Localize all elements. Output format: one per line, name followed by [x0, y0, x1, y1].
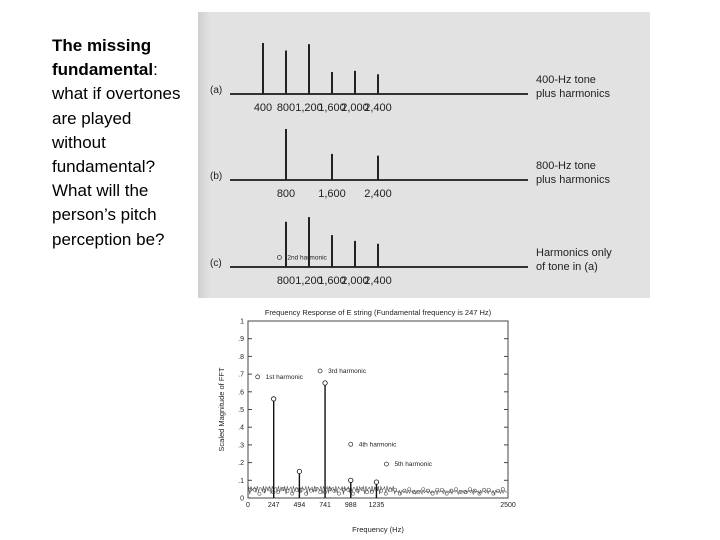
plot-frame	[248, 321, 508, 498]
noise-sample-marker	[351, 492, 354, 495]
row-caption: Harmonics only	[536, 247, 612, 259]
y-axis-label: Scaled Magnitude of FFT	[217, 367, 226, 452]
peak-marker	[323, 381, 327, 385]
frequency-tick-label: 1,200	[295, 275, 323, 287]
x-tick-label: 0	[246, 502, 250, 509]
frequency-tick-label: 2,400	[364, 102, 392, 114]
annotation-label: 2nd harmonic	[287, 254, 327, 262]
frequency-tick-label: 1,200	[295, 102, 323, 114]
x-axis-label: Frequency (Hz)	[352, 525, 404, 534]
noise-sample-marker	[445, 492, 448, 495]
y-tick-label: .7	[238, 371, 244, 379]
y-tick-label: .6	[238, 389, 244, 397]
frequency-tick-label: 2,400	[364, 188, 392, 200]
row-caption: 800-Hz tone	[536, 160, 596, 172]
frequency-tick-label: 800	[276, 188, 296, 200]
frequency-tick-label: 2,400	[364, 275, 392, 287]
x-tick-label: 988	[344, 502, 357, 509]
annotation-label: 4th harmonic	[358, 441, 397, 449]
row-caption: 400-Hz tone	[536, 74, 596, 86]
y-tick-label: .8	[238, 353, 244, 361]
question-colon: :	[153, 60, 158, 80]
x-tick-label: 494	[293, 502, 306, 509]
noise-sample-marker	[468, 488, 471, 491]
noise-sample-marker	[408, 488, 411, 491]
frequency-tick-label: 800	[276, 275, 296, 287]
frequency-tick-label: 800	[276, 102, 296, 114]
x-tick-label: 247	[267, 502, 280, 509]
peak-marker	[374, 480, 378, 484]
noise-sample-marker	[337, 492, 340, 495]
question-bold: The missing fundamental	[52, 36, 154, 80]
frequency-tick-label: 1,600	[318, 275, 346, 287]
annotation-marker	[256, 375, 260, 379]
row-caption: plus harmonics	[536, 88, 610, 100]
frequency-tick-label: 2,000	[341, 275, 369, 287]
y-tick-label: .5	[238, 407, 244, 414]
noise-sample-marker	[501, 488, 504, 491]
peak-marker	[297, 469, 301, 473]
annotation-marker	[384, 462, 388, 466]
noise-sample-marker	[436, 488, 439, 491]
y-tick-label: .2	[238, 460, 244, 468]
harmonics-figure-svg	[198, 12, 650, 298]
noise-sample-marker	[347, 488, 350, 491]
noise-sample-marker	[319, 490, 322, 493]
annotation-label: 3rd harmonic	[328, 367, 367, 375]
question-text	[52, 34, 182, 252]
chart-title: Frequency Response of E string (Fundamental frequency is 247 Hz)	[264, 308, 492, 317]
frequency-tick-label: 1,600	[318, 188, 346, 200]
peak-marker	[349, 478, 353, 482]
harmonics-figure	[198, 12, 650, 298]
y-tick-label: .3	[238, 442, 244, 450]
noise-sample-marker	[431, 492, 434, 495]
annotation-label: 5th harmonic	[394, 461, 433, 469]
x-tick-label: 741	[319, 502, 331, 509]
noise-sample-marker	[328, 488, 331, 491]
peak-marker	[271, 397, 275, 401]
annotation-marker	[349, 442, 353, 446]
x-tick-label: 1235	[368, 502, 385, 509]
y-tick-label: .9	[238, 336, 244, 344]
noise-sample-marker	[487, 488, 490, 491]
row-label: (a)	[210, 85, 223, 96]
row-label: (b)	[210, 171, 223, 182]
y-tick-label: .1	[238, 477, 244, 485]
noise-sample-marker	[454, 488, 457, 491]
row-label: (c)	[210, 258, 222, 269]
noise-sample-marker	[258, 492, 261, 495]
question-rest: what if overtones are played without fundamental? What will the person’s pitch perception be?	[52, 84, 181, 249]
y-tick-label: 0	[240, 495, 244, 503]
annotation-marker	[318, 369, 322, 373]
x-tick-label: 2500	[500, 502, 516, 509]
frequency-tick-label: 400	[253, 102, 273, 114]
y-tick-label: 1	[240, 318, 244, 326]
annotation-label: 1st harmonic	[265, 373, 303, 381]
noise-sample-marker	[253, 488, 256, 491]
frequency-tick-label: 2,000	[341, 102, 369, 114]
y-tick-label: .4	[238, 424, 244, 432]
row-caption: plus harmonics	[536, 174, 610, 186]
row-caption: of tone in (a)	[536, 261, 598, 273]
frequency-tick-label: 1,600	[318, 102, 346, 114]
